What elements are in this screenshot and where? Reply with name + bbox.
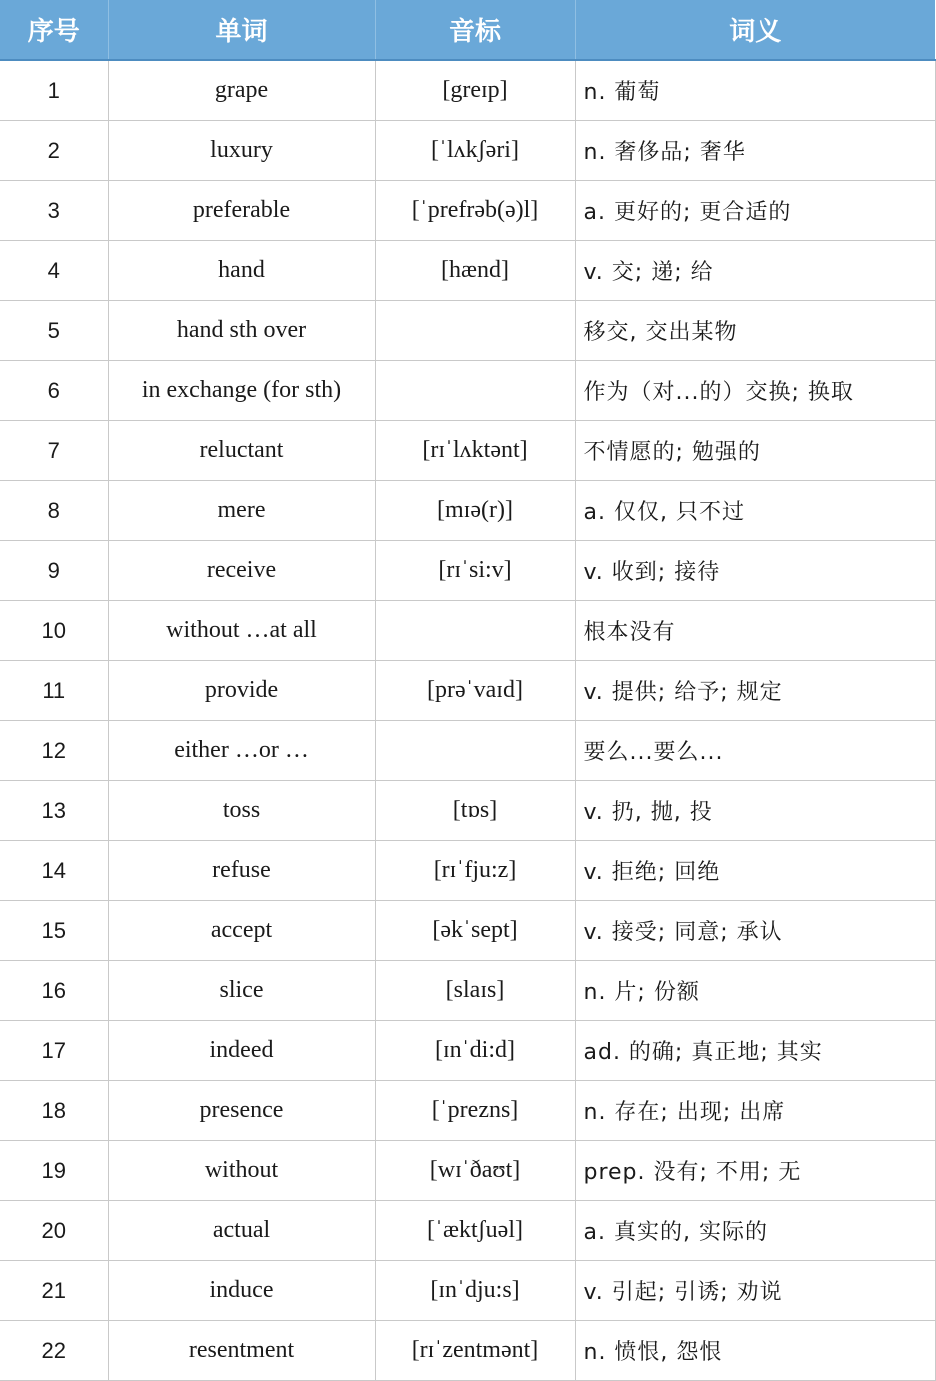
phonetic-cell: [rɪˈfju:z] — [375, 841, 575, 901]
phonetic-cell: [ɪnˈdi:d] — [375, 1021, 575, 1081]
meaning-cell: v. 扔, 抛, 投 — [575, 781, 935, 841]
table-row — [0, 1081, 935, 1141]
row-number: 16 — [0, 961, 108, 1021]
header-word: 单词 — [108, 0, 375, 60]
word-cell: slice — [108, 961, 375, 1021]
word-cell: receive — [108, 541, 375, 601]
word-cell: toss — [108, 781, 375, 841]
phonetic-cell: [ˈlʌkʃəri] — [375, 121, 575, 181]
row-number: 12 — [0, 721, 108, 781]
phonetic-cell: [greɪp] — [375, 60, 575, 121]
table-row — [0, 1261, 935, 1321]
row-number: 1 — [0, 60, 108, 121]
word-cell: in exchange (for sth) — [108, 361, 375, 421]
table-row — [0, 1021, 935, 1081]
phonetic-cell: [prəˈvaɪd] — [375, 661, 575, 721]
row-number: 22 — [0, 1321, 108, 1381]
meaning-cell: prep. 没有; 不用; 无 — [575, 1141, 935, 1201]
phonetic-cell: [ˈprefrəb(ə)l] — [375, 181, 575, 241]
word-cell: resentment — [108, 1321, 375, 1381]
word-cell: indeed — [108, 1021, 375, 1081]
row-number: 8 — [0, 481, 108, 541]
header-row — [0, 0, 935, 60]
word-cell: refuse — [108, 841, 375, 901]
phonetic-cell: [ˈprezns] — [375, 1081, 575, 1141]
phonetic-cell — [375, 601, 575, 661]
table-row — [0, 1321, 935, 1381]
table-row — [0, 961, 935, 1021]
table-row — [0, 601, 935, 661]
phonetic-cell: [hænd] — [375, 241, 575, 301]
meaning-cell: n. 愤恨, 怨恨 — [575, 1321, 935, 1381]
table-body — [0, 60, 935, 1381]
word-cell: mere — [108, 481, 375, 541]
row-number: 3 — [0, 181, 108, 241]
meaning-cell: n. 片; 份额 — [575, 961, 935, 1021]
row-number: 15 — [0, 901, 108, 961]
table-row — [0, 1141, 935, 1201]
word-cell: without …at all — [108, 601, 375, 661]
phonetic-cell: [tɒs] — [375, 781, 575, 841]
table-row — [0, 541, 935, 601]
meaning-cell: 作为（对...的）交换; 换取 — [575, 361, 935, 421]
meaning-cell: v. 拒绝; 回绝 — [575, 841, 935, 901]
row-number: 20 — [0, 1201, 108, 1261]
phonetic-cell — [375, 301, 575, 361]
meaning-cell: v. 收到; 接待 — [575, 541, 935, 601]
table-row — [0, 481, 935, 541]
row-number: 11 — [0, 661, 108, 721]
meaning-cell: v. 提供; 给予; 规定 — [575, 661, 935, 721]
meaning-cell: ad. 的确; 真正地; 其实 — [575, 1021, 935, 1081]
word-cell: without — [108, 1141, 375, 1201]
row-number: 7 — [0, 421, 108, 481]
meaning-cell: 移交, 交出某物 — [575, 301, 935, 361]
meaning-cell: 不情愿的; 勉强的 — [575, 421, 935, 481]
header-num: 序号 — [0, 0, 108, 60]
table-row — [0, 781, 935, 841]
meaning-cell: 要么...要么... — [575, 721, 935, 781]
word-cell: hand sth over — [108, 301, 375, 361]
word-cell: accept — [108, 901, 375, 961]
word-cell: hand — [108, 241, 375, 301]
phonetic-cell: [rɪˈsi:v] — [375, 541, 575, 601]
table-row — [0, 121, 935, 181]
word-cell: actual — [108, 1201, 375, 1261]
row-number: 4 — [0, 241, 108, 301]
row-number: 17 — [0, 1021, 108, 1081]
row-number: 10 — [0, 601, 108, 661]
row-number: 9 — [0, 541, 108, 601]
word-cell: presence — [108, 1081, 375, 1141]
row-number: 2 — [0, 121, 108, 181]
row-number: 13 — [0, 781, 108, 841]
phonetic-cell: [ɪnˈdju:s] — [375, 1261, 575, 1321]
meaning-cell: n. 存在; 出现; 出席 — [575, 1081, 935, 1141]
phonetic-cell: [əkˈsept] — [375, 901, 575, 961]
word-cell: preferable — [108, 181, 375, 241]
word-cell: provide — [108, 661, 375, 721]
row-number: 19 — [0, 1141, 108, 1201]
table-row — [0, 661, 935, 721]
phonetic-cell: [mɪə(r)] — [375, 481, 575, 541]
phonetic-cell: [slaɪs] — [375, 961, 575, 1021]
table-row — [0, 721, 935, 781]
row-number: 21 — [0, 1261, 108, 1321]
table-row — [0, 241, 935, 301]
meaning-cell: n. 葡萄 — [575, 60, 935, 121]
row-number: 6 — [0, 361, 108, 421]
meaning-cell: a. 仅仅, 只不过 — [575, 481, 935, 541]
word-cell: reluctant — [108, 421, 375, 481]
phonetic-cell: [rɪˈzentmənt] — [375, 1321, 575, 1381]
meaning-cell: 根本没有 — [575, 601, 935, 661]
table-row — [0, 361, 935, 421]
row-number: 18 — [0, 1081, 108, 1141]
header-meaning: 词义 — [575, 0, 935, 60]
table-row — [0, 60, 935, 121]
phonetic-cell: [wɪˈðaʊt] — [375, 1141, 575, 1201]
word-cell: grape — [108, 60, 375, 121]
meaning-cell: a. 更好的; 更合适的 — [575, 181, 935, 241]
meaning-cell: v. 引起; 引诱; 劝说 — [575, 1261, 935, 1321]
phonetic-cell — [375, 721, 575, 781]
meaning-cell: n. 奢侈品; 奢华 — [575, 121, 935, 181]
table-row — [0, 841, 935, 901]
table-row — [0, 421, 935, 481]
phonetic-cell — [375, 361, 575, 421]
table-row — [0, 901, 935, 961]
word-cell: either …or … — [108, 721, 375, 781]
meaning-cell: a. 真实的, 实际的 — [575, 1201, 935, 1261]
word-cell: induce — [108, 1261, 375, 1321]
row-number: 14 — [0, 841, 108, 901]
table-row — [0, 181, 935, 241]
table-row — [0, 301, 935, 361]
row-number: 5 — [0, 301, 108, 361]
phonetic-cell: [ˈæktʃuəl] — [375, 1201, 575, 1261]
word-cell: luxury — [108, 121, 375, 181]
phonetic-cell: [rɪˈlʌktənt] — [375, 421, 575, 481]
meaning-cell: v. 交; 递; 给 — [575, 241, 935, 301]
header-ipa: 音标 — [375, 0, 575, 60]
table-row — [0, 1201, 935, 1261]
meaning-cell: v. 接受; 同意; 承认 — [575, 901, 935, 961]
